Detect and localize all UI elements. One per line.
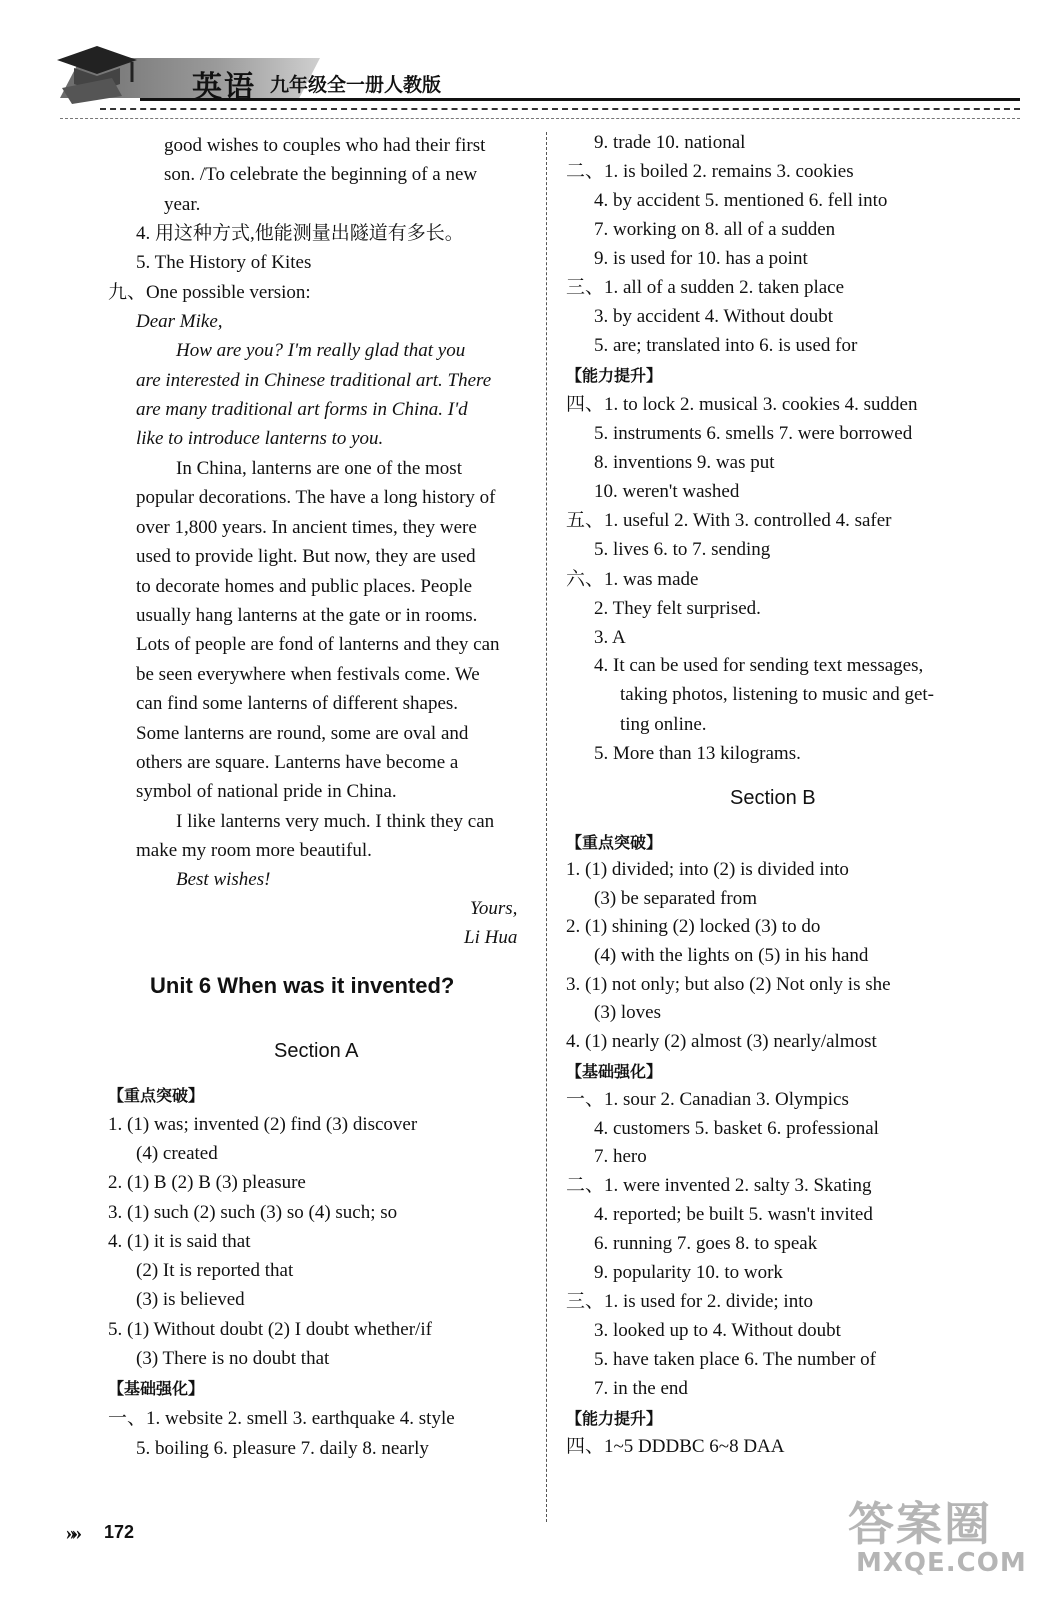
text-line: Some lanterns are round, some are oval and <box>136 723 469 744</box>
answer-line: 4. (1) nearly (2) almost (3) nearly/almost <box>566 1031 877 1052</box>
answer-line: 5. instruments 6. smells 7. were borrowed <box>594 423 913 444</box>
text-line: be seen everywhere when festivals come. We <box>136 664 480 685</box>
text-line: are many traditional art forms in China. I'd <box>136 399 468 420</box>
answer-line: 6. running 7. goes 8. to speak <box>594 1233 818 1254</box>
answer-line: (3) be separated from <box>594 888 758 909</box>
header-dashed-rule-2 <box>60 118 1020 119</box>
answer-line: 五、1. useful 2. With 3. controlled 4. safer <box>566 510 892 531</box>
text-line: In China, lanterns are one of the most <box>176 458 462 479</box>
answer-line: 4. customers 5. basket 6. professional <box>594 1118 879 1139</box>
answer-line: 7. hero <box>594 1146 647 1167</box>
text-line: can find some lanterns of different shapes. <box>136 693 459 714</box>
text-line: like to introduce lanterns to you. <box>136 428 384 449</box>
header-rule <box>140 98 1020 101</box>
page-arrows-icon: »» <box>66 1522 78 1544</box>
answer-line: (3) There is no doubt that <box>136 1348 330 1369</box>
answer-line: 10. weren't washed <box>594 481 740 502</box>
answer-line: 三、1. all of a sudden 2. taken place <box>566 277 845 298</box>
header-edition: 人教版 <box>384 75 442 96</box>
answer-line: (4) created <box>136 1143 218 1164</box>
bracket-heading: 【能力提升】 <box>566 366 663 385</box>
section-b-heading: Section B <box>730 787 816 809</box>
text-line: 5. The History of Kites <box>136 252 312 273</box>
text-line: others are square. Lanterns have become a <box>136 752 459 773</box>
watermark-logo <box>848 1478 1027 1588</box>
header-grade: 九年级全一册 <box>270 75 385 96</box>
answer-line: 三、1. is used for 2. divide; into <box>566 1291 813 1312</box>
bracket-heading: 【基础强化】 <box>108 1379 205 1398</box>
text-line: used to provide light. But now, they are used <box>136 546 476 567</box>
answer-line: 2. (1) B (2) B (3) pleasure <box>108 1172 306 1193</box>
graduation-cap-icon <box>52 38 142 108</box>
answer-line: 1. (1) divided; into (2) is divided into <box>566 859 849 880</box>
section-a-heading: Section A <box>274 1040 359 1062</box>
answer-line: 二、1. is boiled 2. remains 3. cookies <box>566 161 854 182</box>
letter-signoff: Yours, <box>470 898 518 919</box>
answer-line: 3. (1) such (2) such (3) so (4) such; so <box>108 1202 398 1223</box>
answer-line: 3. A <box>594 627 626 648</box>
answer-line: 9. popularity 10. to work <box>594 1262 783 1283</box>
text-line: I like lanterns very much. I think they can <box>176 811 495 832</box>
answer-line: 8. inventions 9. was put <box>594 452 775 473</box>
answer-line: 9. is used for 10. has a point <box>594 248 808 269</box>
text-line: are interested in Chinese traditional art. There <box>136 370 492 391</box>
answer-line: 3. (1) not only; but also (2) Not only is she <box>566 974 891 995</box>
text-line: over 1,800 years. In ancient times, they were <box>136 517 477 538</box>
letter-closing: Best wishes! <box>176 869 271 890</box>
text-line: How are you? I'm really glad that you <box>176 340 466 361</box>
answer-line: 9. trade 10. national <box>594 132 746 153</box>
answer-line: 2. (1) shining (2) locked (3) to do <box>566 916 821 937</box>
bracket-heading: 【能力提升】 <box>566 1409 663 1428</box>
text-line: symbol of national pride in China. <box>136 781 397 802</box>
answer-line: 3. by accident 4. Without doubt <box>594 306 833 327</box>
answer-line: 5. are; translated into 6. is used for <box>594 335 858 356</box>
bracket-heading: 【基础强化】 <box>566 1062 663 1081</box>
answer-line: 4. It can be used for sending text messages, <box>594 655 924 676</box>
text-line: 4. 用这种方式,他能测量出隧道有多长。 <box>136 223 464 244</box>
answer-line: 5. More than 13 kilograms. <box>594 743 801 764</box>
answer-line: 二、1. were invented 2. salty 3. Skating <box>566 1175 872 1196</box>
answer-line: 7. working on 8. all of a sudden <box>594 219 836 240</box>
unit-title: Unit 6 When was it invented? <box>150 973 455 998</box>
answer-line: 5. boiling 6. pleasure 7. daily 8. nearly <box>136 1438 429 1459</box>
answer-line: (2) It is reported that <box>136 1260 294 1281</box>
text-line: son. /To celebrate the beginning of a new <box>164 164 478 185</box>
answer-line: ting online. <box>620 714 707 735</box>
answer-line: 4. by accident 5. mentioned 6. fell into <box>594 190 888 211</box>
text-line: 九、One possible version: <box>108 282 311 303</box>
answer-line: 四、1~5 DDDBC 6~8 DAA <box>566 1436 785 1457</box>
answer-line: 1. (1) was; invented (2) find (3) discover <box>108 1114 418 1135</box>
bracket-heading: 【重点突破】 <box>108 1086 205 1105</box>
answer-line: 5. lives 6. to 7. sending <box>594 539 771 560</box>
watermark-url: MXQE.COM <box>856 1548 1027 1578</box>
answer-line: 2. They felt surprised. <box>594 598 761 619</box>
page-header <box>0 0 1044 125</box>
answer-line: 5. have taken place 6. The number of <box>594 1349 876 1370</box>
answer-line: 一、1. sour 2. Canadian 3. Olympics <box>566 1089 849 1110</box>
header-subject: 英语 <box>192 71 256 104</box>
watermark-text: 答案圈 <box>848 1497 992 1551</box>
answer-line: 4. reported; be built 5. wasn't invited <box>594 1204 873 1225</box>
answer-line: 3. looked up to 4. Without doubt <box>594 1320 841 1341</box>
letter-signature: Li Hua <box>464 927 518 948</box>
letter-greeting: Dear Mike, <box>136 311 223 332</box>
text-line: good wishes to couples who had their first <box>164 135 486 156</box>
answer-line: 四、1. to lock 2. musical 3. cookies 4. sudden <box>566 394 918 415</box>
answer-line: 4. (1) it is said that <box>108 1231 251 1252</box>
answer-line: 六、1. was made <box>566 569 699 590</box>
answer-line: 一、1. website 2. smell 3. earthquake 4. style <box>108 1408 455 1429</box>
text-line: to decorate homes and public places. People <box>136 576 473 597</box>
answer-line: taking photos, listening to music and get- <box>620 684 934 705</box>
text-line: popular decorations. The have a long history of <box>136 487 496 508</box>
answer-line: 7. in the end <box>594 1378 688 1399</box>
page-number: 172 <box>104 1522 135 1542</box>
text-line: usually hang lanterns at the gate or in rooms. <box>136 605 478 626</box>
text-line: year. <box>164 194 201 215</box>
bracket-heading: 【重点突破】 <box>566 833 663 852</box>
column-divider <box>546 132 547 1522</box>
answer-line: (4) with the lights on (5) in his hand <box>594 945 869 966</box>
answer-line: 5. (1) Without doubt (2) I doubt whether/if <box>108 1319 432 1340</box>
answer-line: (3) is believed <box>136 1289 245 1310</box>
text-line: make my room more beautiful. <box>136 840 372 861</box>
text-line: Lots of people are fond of lanterns and they can <box>136 634 500 655</box>
answer-line: (3) loves <box>594 1002 662 1023</box>
header-dashed-rule <box>100 108 1020 110</box>
